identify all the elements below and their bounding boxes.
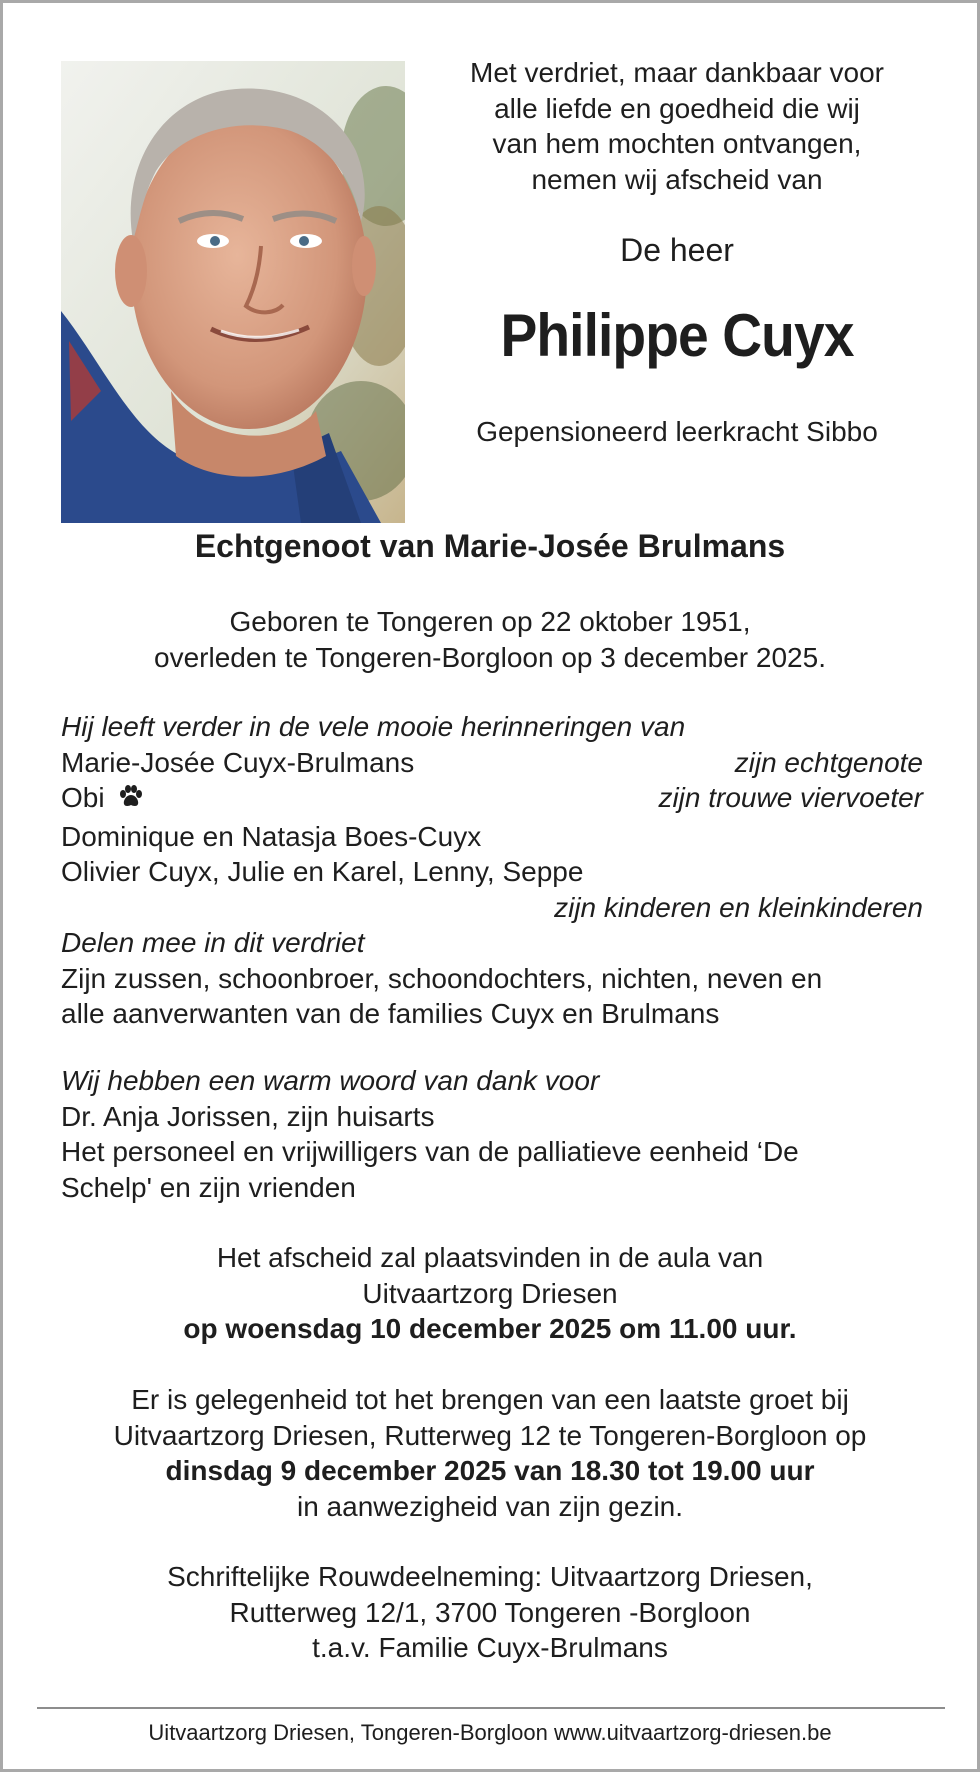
condolence-section	[3, 1559, 977, 1666]
survivors-heading: Hij leeft verder in de vele mooie herinneringen van	[61, 711, 686, 742]
farewell-datetime: op woensdag 10 december 2025 om 11.00 uur.	[183, 1313, 797, 1344]
children-relation: zijn kinderen en kleinkinderen	[554, 891, 923, 923]
farewell-section	[3, 1240, 977, 1347]
death-line: overleden te Tongeren-Borgloon op 3 december 2025.	[154, 642, 826, 673]
thanks-line: Het personeel en vrijwilligers van de palliatieve eenheid ‘De	[61, 1136, 799, 1167]
footer-text: Uitvaartzorg Driesen, Tongeren-Borgloon www.uitvaartzorg-driesen.be	[148, 1720, 832, 1745]
condolence-line: t.a.v. Familie Cuyx-Brulmans	[312, 1632, 668, 1663]
birth-death-info	[3, 604, 977, 676]
share-line: Zijn zussen, schoonbroer, schoondochters, nichten, neven en	[61, 962, 823, 994]
survivor-row	[61, 780, 923, 819]
survivors-section	[61, 709, 923, 1032]
condolence-line: Schriftelijke Rouwdeelneming: Uitvaartzorg Driesen,	[167, 1561, 813, 1592]
intro-line: van hem mochten ontvangen,	[492, 128, 862, 159]
thanks-heading: Wij hebben een warm woord van dank voor	[61, 1065, 600, 1096]
viewing-line: Uitvaartzorg Driesen, Rutterweg 12 te Tongeren-Borgloon op	[113, 1419, 867, 1451]
deceased-name: Philippe Cuyx	[500, 302, 854, 369]
spouse-line: Echtgenoot van Marie-Josée Brulmans	[194, 528, 786, 564]
survivor-line: Olivier Cuyx, Julie en Karel, Lenny, Seppe	[61, 856, 584, 887]
survivor-relation: zijn echtgenote	[734, 746, 923, 778]
footer-divider	[37, 1707, 945, 1709]
title-prefix: De heer	[620, 232, 734, 268]
condolence-line: Rutterweg 12/1, 3700 Tongeren -Borgloon	[229, 1596, 751, 1628]
farewell-line: Uitvaartzorg Driesen	[362, 1277, 618, 1309]
survivor-name: Marie-Josée Cuyx-Brulmans	[61, 746, 415, 778]
intro-line: nemen wij afscheid van	[531, 163, 823, 195]
viewing-section	[3, 1382, 977, 1524]
thanks-line: Dr. Anja Jorissen, zijn huisarts	[61, 1100, 435, 1132]
intro-line: Met verdriet, maar dankbaar voor	[470, 57, 884, 88]
survivor-relation: zijn trouwe viervoeter	[658, 782, 923, 813]
survivor-name: Obi	[61, 782, 105, 813]
share-heading: Delen mee in dit verdriet	[61, 927, 365, 958]
share-line: alle aanverwanten van de families Cuyx en Brulmans	[61, 998, 720, 1029]
birth-line: Geboren te Tongeren op 22 oktober 1951,	[229, 606, 751, 637]
survivor-line: Dominique en Natasja Boes-Cuyx	[61, 820, 482, 852]
thanks-section	[61, 1063, 923, 1205]
paw-icon	[118, 783, 144, 819]
viewing-line: Er is gelegenheid tot het brengen van een laatste groet bij	[131, 1384, 849, 1415]
intro-text	[413, 55, 941, 197]
intro-line: alle liefde en goedheid die wij	[494, 92, 860, 124]
thanks-line: Schelp' en zijn vrienden	[61, 1171, 356, 1203]
viewing-datetime: dinsdag 9 december 2025 van 18.30 tot 19.00 uur	[165, 1455, 815, 1486]
survivor-row	[61, 745, 923, 781]
farewell-line: Het afscheid zal plaatsvinden in de aula van	[216, 1242, 764, 1273]
portrait-photo	[61, 61, 405, 523]
viewing-line: in aanwezigheid van zijn gezin.	[296, 1490, 684, 1522]
occupation: Gepensioneerd leerkracht Sibbo	[476, 416, 878, 447]
